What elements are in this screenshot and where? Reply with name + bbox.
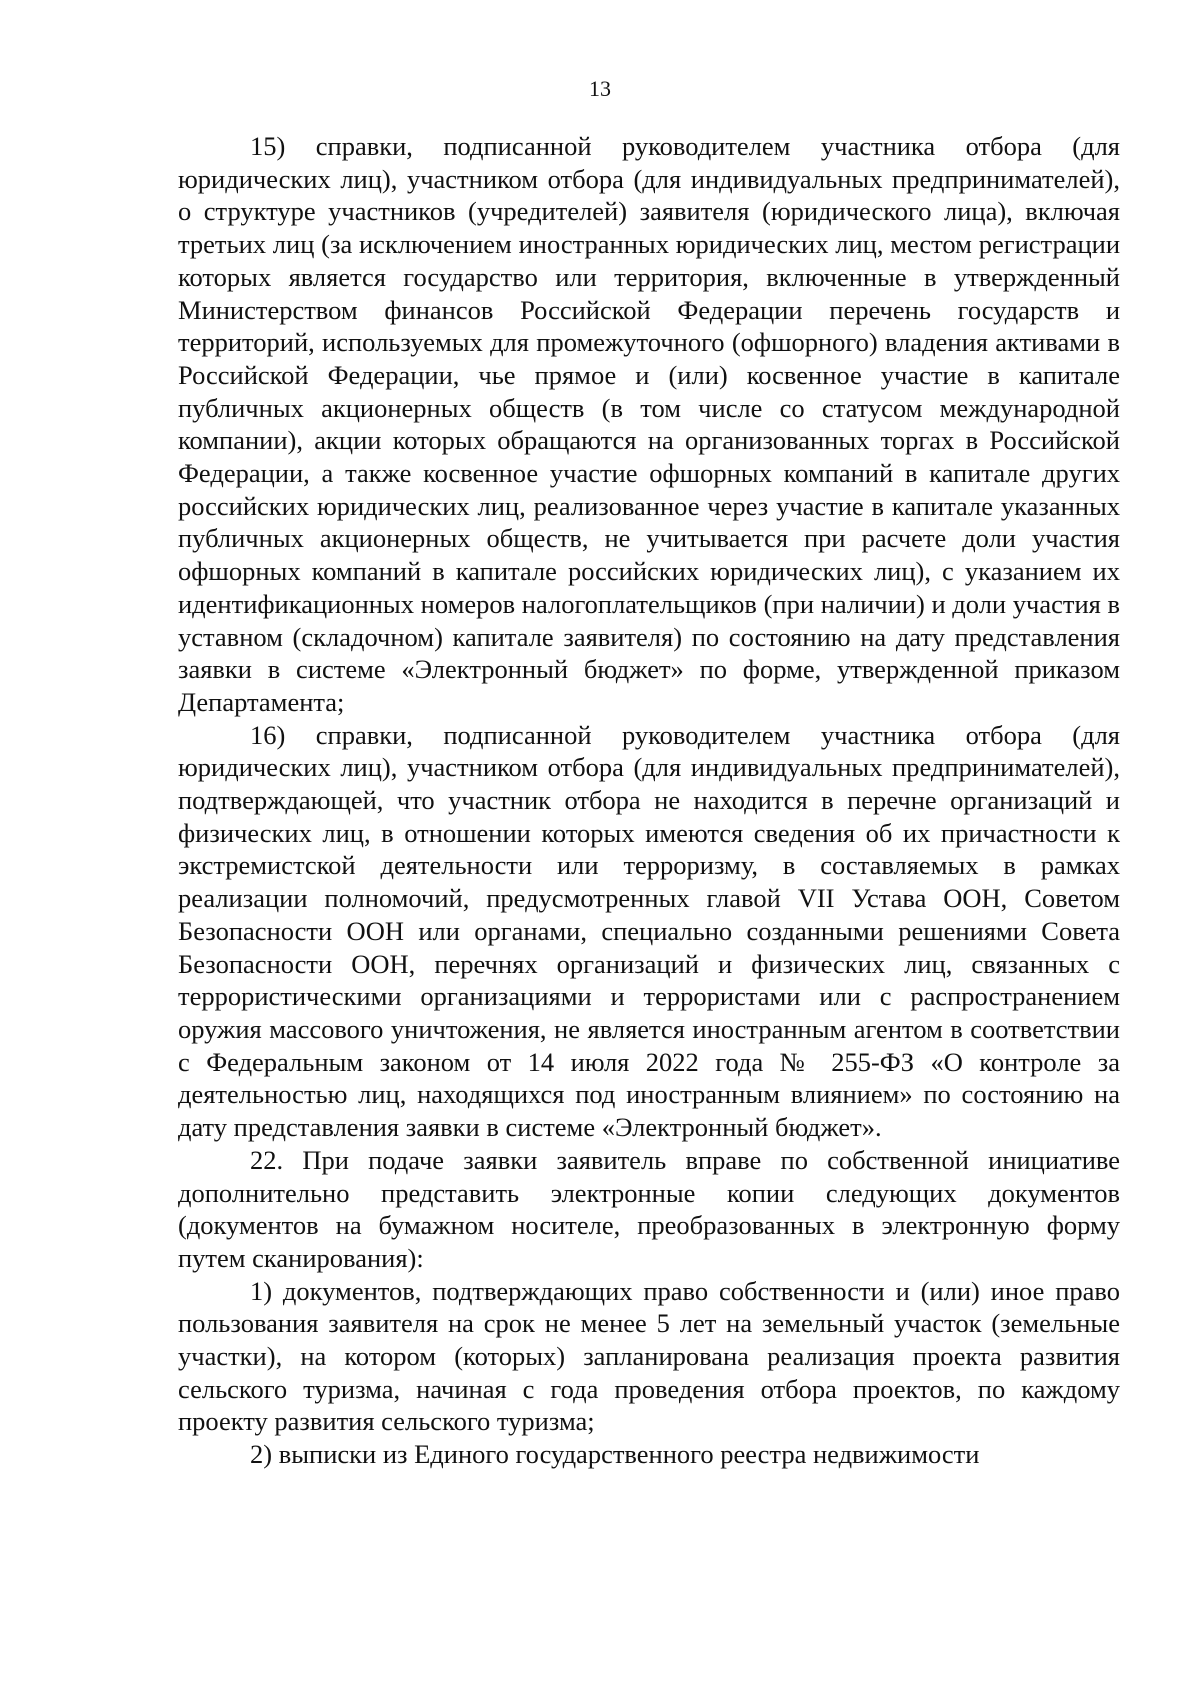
paragraph-item-16: 16) справки, подписанной руководителем участника отбора (для юридических лиц), участником отбора (для индивидуальных предпринимателей), подтверждающей, что участник отбора не находится в перечне организаций и физических лиц, в отношении которых имеются сведения об их причастности к экстремистской деятельности или терроризму, в составляемых в рамках реализации полномочий, предусмотренных главой VII Устава ООН, Советом Безопасности ООН или органами, специально созданными решениями Совета Безопасности ООН, перечнях организаций и физических лиц, связанных с террористическими организациями и террористами или с распространением оружия массового уничтожения, не является иностранным агентом в соответствии с Федеральным законом от 14 июля 2022 года № 255-ФЗ «О контроле за деятельностью лиц, находящихся под иностранным влиянием» по состоянию на дату представления заявки в системе «Электронный бюджет». xyxy=(178,719,1120,1143)
document-body xyxy=(178,130,1120,1471)
paragraph-section-22: 22. При подаче заявки заявитель вправе по собственной инициативе дополнительно представить электронные копии следующих документов (документов на бумажном носителе, преобразованных в электронную форму путем сканирования): xyxy=(178,1144,1120,1273)
paragraph-subitem-2: 2) выписки из Единого государственного реестра недвижимости xyxy=(250,1439,980,1470)
paragraph-item-15: 15) справки, подписанной руководителем участника отбора (для юридических лиц), участником отбора (для индивидуальных предпринимателей), о структуре участников (учредителей) заявителя (юридического лица), включая третьих лиц (за исключением иностранных юридических лиц, местом регистрации которых является государство или территория, включенные в утвержденный Министерством финансов Российской Федерации перечень государств и территорий, используемых для промежуточного (офшорного) владения активами в Российской Федерации, чье прямое и (или) косвенное участие в капитале публичных акционерных обществ (в том числе со статусом международной компании), акции которых обращаются на организованных торгах в Российской Федерации, а также косвенное участие офшорных компаний в капитале других российских юридических лиц, реализованное через участие в капитале указанных публичных акционерных обществ, не учитывается при расчете доли участия офшорных компаний в капитале российских юридических лиц), с указанием их идентификационных номеров налогоплательщиков (при наличии) и доли участия в уставном (складочном) капитале заявителя) по состоянию на дату представления заявки в системе «Электронный бюджет» по форме, утвержденной приказом Департамента; xyxy=(178,131,1120,717)
page-number: 13 xyxy=(589,76,611,101)
paragraph-subitem-1: 1) документов, подтверждающих право собственности и (или) иное право пользования заявителя на срок не менее 5 лет на земельный участок (земельные участки), на котором (которых) запланирована реализация проекта развития сельского туризма, начиная с года проведения отбора проектов, по каждому проекту развития сельского туризма; xyxy=(178,1275,1120,1437)
